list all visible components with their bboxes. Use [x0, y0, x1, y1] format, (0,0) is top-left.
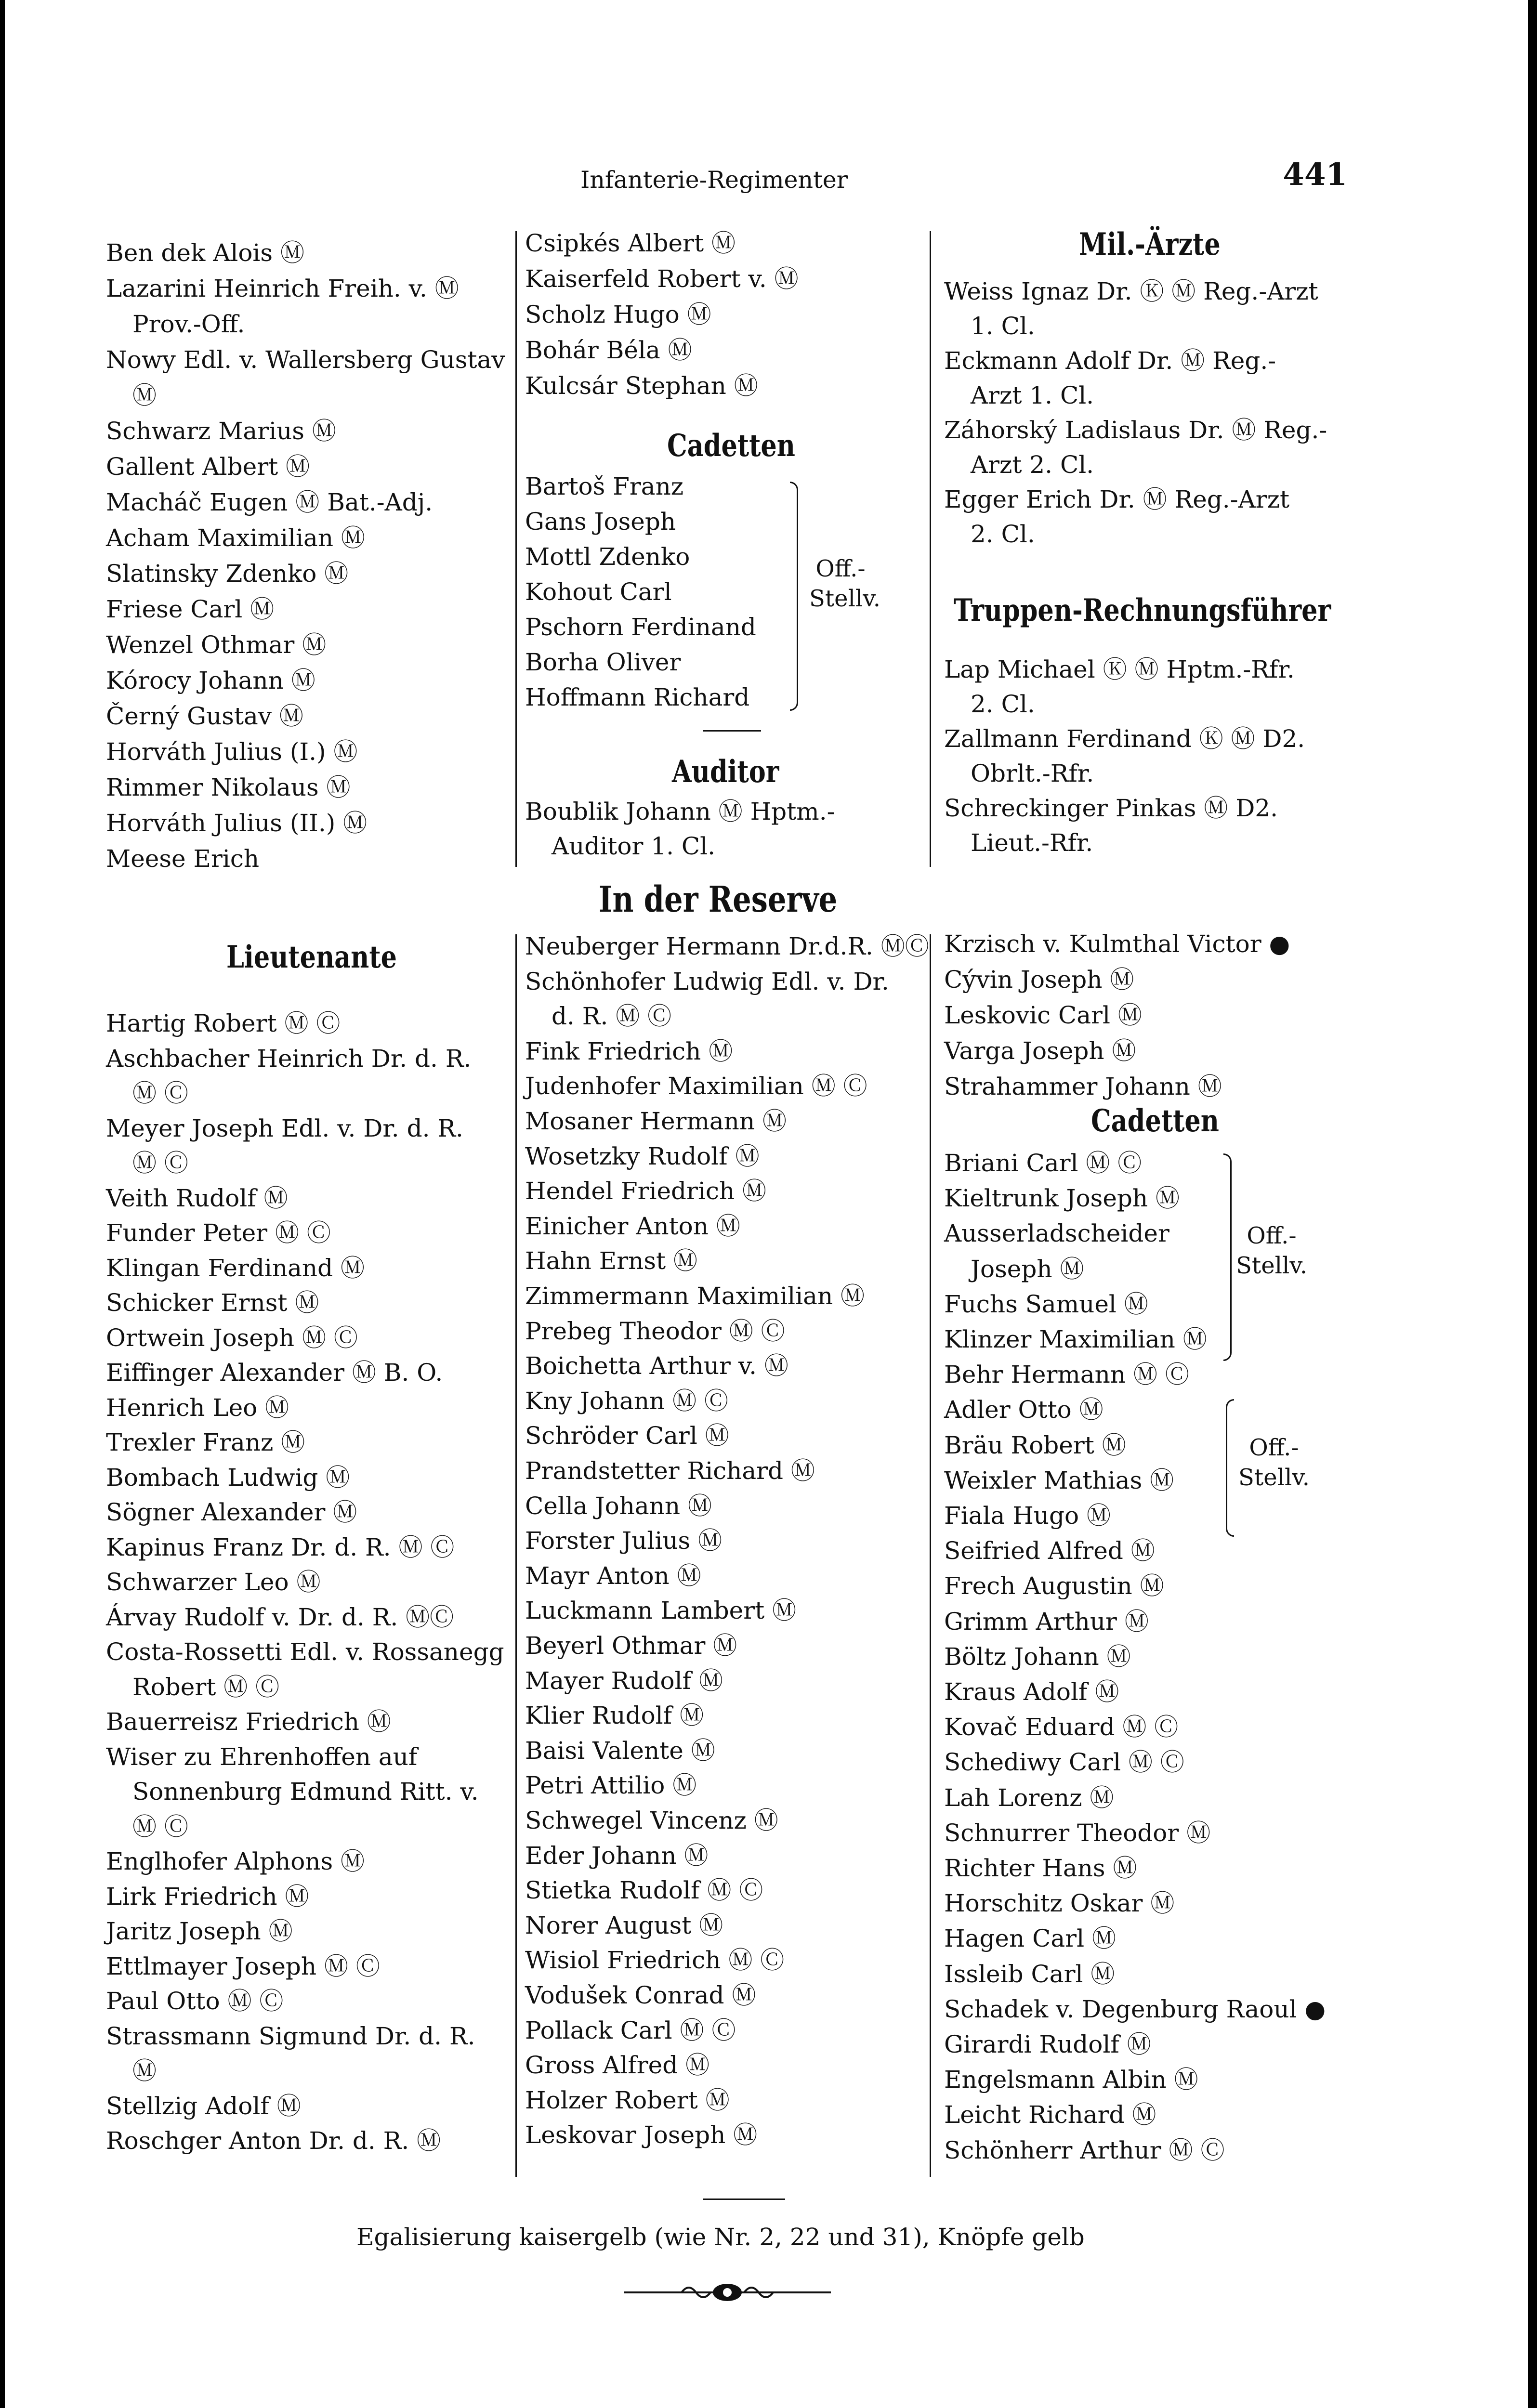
entry-line: Frech Augustin Ⓜ	[944, 1572, 1164, 1600]
entry-line: Neuberger Hermann Dr.d.R. ⓂⒸ	[525, 932, 929, 960]
entry-line: Lirk Friedrich Ⓜ	[106, 1882, 309, 1911]
accountants-heading: Truppen-Rechnungsführer	[954, 592, 1331, 628]
entry-line: Sögner Alexander Ⓜ	[106, 1498, 357, 1526]
entry-line: Schönhofer Ludwig Edl. v. Dr.	[525, 967, 889, 995]
entry-line: Briani Carl Ⓜ Ⓒ	[944, 1149, 1142, 1177]
entry-line: Ortwein Joseph Ⓜ Ⓒ	[106, 1323, 358, 1352]
doctors-heading: Mil.-Ärzte	[1079, 226, 1221, 262]
entry-line: Schwarz Marius Ⓜ	[106, 417, 336, 445]
entry-line: Mottl Zdenko	[525, 543, 690, 571]
brace-label-line: Off.-	[1249, 1434, 1299, 1461]
lieutenants-heading: Lieutenante	[226, 939, 397, 975]
entry-line: Ben dek Alois Ⓜ	[106, 239, 304, 267]
entry-line: Strassmann Sigmund Dr. d. R.	[106, 2022, 475, 2050]
cadet-brace-label	[1235, 1221, 1308, 1281]
entry-line: Judenhofer Maximilian Ⓜ Ⓒ	[525, 1072, 867, 1100]
entry-line: Cella Johann Ⓜ	[525, 1492, 712, 1520]
entry-line: Borha Oliver	[525, 648, 681, 676]
entry-line: Leskovic Carl Ⓜ	[944, 1001, 1142, 1029]
cadet-brace-2	[1226, 1399, 1234, 1537]
column-rule	[930, 231, 931, 867]
entry-line: Wenzel Othmar Ⓜ	[106, 631, 327, 659]
entry-line: Forster Julius Ⓜ	[525, 1527, 723, 1555]
brace-label-line: Stellv.	[809, 585, 880, 612]
entry-line: Boichetta Arthur v. Ⓜ	[525, 1352, 788, 1380]
entry-line: Stietka Rudolf Ⓜ Ⓒ	[525, 1876, 763, 1905]
entry-line: Krzisch v. Kulmthal Victor ●	[944, 930, 1290, 958]
entry-line: Árvay Rudolf v. Dr. d. R. ⓂⒸ	[106, 1603, 454, 1631]
cadet-brace	[790, 482, 798, 711]
entry-line: Engelsmann Albin Ⓜ	[944, 2066, 1198, 2094]
entry-line: Kieltrunk Joseph Ⓜ	[944, 1184, 1180, 1213]
entry-line: Einicher Anton Ⓜ	[525, 1212, 740, 1240]
entry-line: Ⓜ Ⓒ	[132, 1079, 188, 1107]
entry-line: Lazarini Heinrich Freih. v. Ⓜ	[106, 275, 459, 302]
entry-line: Grimm Arthur Ⓜ	[944, 1607, 1149, 1636]
entry-line: Hendel Friedrich Ⓜ	[525, 1177, 767, 1205]
entry-line: Nowy Edl. v. Wallersberg Gustav	[106, 346, 505, 374]
ornament-icon	[624, 2280, 831, 2304]
entry-line: 2. Cl.	[971, 520, 1035, 548]
entry-line: Černý Gustav Ⓜ	[106, 702, 303, 730]
running-title: Infanterie-Regimenter	[580, 166, 848, 194]
entry-line: Hahn Ernst Ⓜ	[525, 1247, 697, 1275]
entry-line: Gans Joseph	[525, 508, 676, 536]
entry-line: Schnurrer Theodor Ⓜ	[944, 1819, 1211, 1847]
entry-line: Wosetzky Rudolf Ⓜ	[525, 1142, 760, 1170]
entry-line: Jaritz Joseph Ⓜ	[106, 1917, 293, 1945]
entry-line: Gross Alfred Ⓜ	[525, 2051, 710, 2080]
cadet-brace-label	[809, 554, 880, 614]
entry-line: Kapinus Franz Dr. d. R. Ⓜ Ⓒ	[106, 1533, 455, 1561]
cadet-brace-label-2	[1238, 1433, 1310, 1492]
entry-line: Kaiserfeld Robert v. Ⓜ	[525, 265, 799, 293]
entry-line: Kohout Carl	[525, 578, 672, 606]
cadet-brace	[1223, 1153, 1232, 1361]
entry-line: Baisi Valente Ⓜ	[525, 1736, 715, 1765]
brace-label-line: Off.-	[815, 555, 866, 582]
entry-line: Seifried Alfred Ⓜ	[944, 1537, 1155, 1565]
entry-line: Wiser zu Ehrenhoffen auf	[106, 1742, 418, 1771]
brace-label-line: Stellv.	[1238, 1464, 1310, 1491]
entry-line: Veith Rudolf Ⓜ	[106, 1184, 288, 1212]
entry-line: Prandstetter Richard Ⓜ	[525, 1457, 815, 1485]
brace-label-line: Off.-	[1247, 1222, 1297, 1249]
entry-line: Bombach Ludwig Ⓜ	[106, 1463, 350, 1492]
entry-line: Schwegel Vincenz Ⓜ	[525, 1806, 778, 1834]
reserve-heading: In der Reserve	[599, 879, 838, 920]
entry-line: Henrich Leo Ⓜ	[106, 1393, 289, 1422]
entry-line: Lieut.-Rfr.	[971, 829, 1093, 857]
entry-line: Horváth Julius (I.) Ⓜ	[106, 738, 358, 766]
entry-line: Klingan Ferdinand Ⓜ	[106, 1254, 365, 1282]
entry-line: Schicker Ernst Ⓜ	[106, 1289, 319, 1317]
entry-line: Kovač Eduard Ⓜ Ⓒ	[944, 1713, 1179, 1741]
entry-line: Richter Hans Ⓜ	[944, 1854, 1137, 1882]
entry-line: Adler Otto Ⓜ	[944, 1396, 1103, 1424]
entry-line: Obrlt.-Rfr.	[971, 759, 1094, 787]
entry-line: Boublik Johann Ⓜ Hptm.-	[525, 798, 835, 825]
entry-line: Mayr Anton Ⓜ	[525, 1561, 701, 1590]
entry-line: Schadek v. Degenburg Raoul ●	[944, 1995, 1326, 2023]
entry-line: Joseph Ⓜ	[971, 1255, 1084, 1283]
entry-line: Schwarzer Leo Ⓜ	[106, 1568, 321, 1596]
entry-line: Eckmann Adolf Dr. Ⓜ Reg.-	[944, 347, 1276, 375]
entry-line: Schröder Carl Ⓜ	[525, 1422, 729, 1450]
entry-line: Vodušek Conrad Ⓜ	[525, 1981, 756, 2009]
entry-line: Weixler Mathias Ⓜ	[944, 1466, 1174, 1494]
entry-line: Ausserladscheider	[944, 1219, 1169, 1248]
entry-line: Petri Attilio Ⓜ	[525, 1771, 697, 1800]
entry-line: Slatinsky Zdenko Ⓜ	[106, 560, 349, 588]
entry-line: Mayer Rudolf Ⓜ	[525, 1666, 723, 1695]
entry-line: Leicht Richard Ⓜ	[944, 2101, 1156, 2129]
cadets-heading-2: Cadetten	[1091, 1103, 1219, 1139]
cadets-heading: Cadetten	[667, 428, 795, 464]
entry-line: Arzt 2. Cl.	[971, 451, 1094, 479]
entry-line: Issleib Carl Ⓜ	[944, 1960, 1115, 1988]
entry-line: Roschger Anton Dr. d. R. Ⓜ	[106, 2127, 441, 2155]
entry-line: Pollack Carl Ⓜ Ⓒ	[525, 2016, 736, 2044]
entry-line: Schönherr Arthur Ⓜ Ⓒ	[944, 2136, 1225, 2164]
entry-line: Costa-Rossetti Edl. v. Rossanegg	[106, 1638, 504, 1666]
entry-line: Zallmann Ferdinand Ⓚ Ⓜ D2.	[944, 725, 1305, 753]
entry-line: Horváth Julius (II.) Ⓜ	[106, 809, 368, 837]
entry-line: Scholz Hugo Ⓜ	[525, 301, 711, 328]
page-number: 441	[1283, 157, 1347, 193]
entry-line: Bauerreisz Friedrich Ⓜ	[106, 1708, 391, 1736]
column-rule	[930, 934, 931, 2177]
entry-line: Varga Joseph Ⓜ	[944, 1037, 1136, 1065]
entry-line: Kórocy Johann Ⓜ	[106, 667, 315, 694]
entry-line: Mosaner Hermann Ⓜ	[525, 1107, 787, 1135]
entry-line: Ⓜ Ⓒ	[132, 1812, 188, 1841]
entry-line: Meese Erich	[106, 845, 260, 873]
entry-line: Auditor 1. Cl.	[552, 832, 716, 860]
entry-line: Pschorn Ferdinand	[525, 613, 756, 641]
entry-line: Beyerl Othmar Ⓜ	[525, 1632, 737, 1660]
column-rule	[515, 934, 517, 2177]
entry-line: Girardi Rudolf Ⓜ	[944, 2030, 1151, 2058]
entry-line: Zimmermann Maximilian Ⓜ	[525, 1282, 865, 1310]
entry-line: Gallent Albert Ⓜ	[106, 453, 310, 481]
entry-line: Funder Peter Ⓜ Ⓒ	[106, 1219, 331, 1247]
entry-line: Strahammer Johann Ⓜ	[944, 1073, 1222, 1100]
entry-line: Paul Otto Ⓜ Ⓒ	[106, 1987, 284, 2015]
entry-line: Bohár Béla Ⓜ	[525, 336, 692, 364]
entry-line: Wisiol Friedrich Ⓜ Ⓒ	[525, 1946, 785, 1975]
entry-line: Egger Erich Dr. Ⓜ Reg.-Arzt	[944, 485, 1290, 513]
entry-line: Aschbacher Heinrich Dr. d. R.	[106, 1044, 472, 1073]
entry-line: Prebeg Theodor Ⓜ Ⓒ	[525, 1317, 785, 1345]
entry-line: Fiala Hugo Ⓜ	[944, 1502, 1111, 1530]
entry-line: Kny Johann Ⓜ Ⓒ	[525, 1387, 729, 1415]
entry-line: Norer August Ⓜ	[525, 1911, 723, 1939]
entry-line: Cývin Joseph Ⓜ	[944, 966, 1134, 994]
entry-line: Schreckinger Pinkas Ⓜ D2.	[944, 794, 1278, 822]
entry-line: Csipkés Albert Ⓜ	[525, 229, 736, 257]
facing-note: Egalisierung kaisergelb (wie Nr. 2, 22 und 31), Knöpfe gelb	[356, 2223, 1085, 2251]
entry-line: Leskovar Joseph Ⓜ	[525, 2121, 758, 2149]
section-rule	[703, 730, 761, 732]
entry-line: Luckmann Lambert Ⓜ	[525, 1597, 797, 1625]
entry-line: Lap Michael Ⓚ Ⓜ Hptm.-Rfr.	[944, 655, 1295, 683]
entry-line: Ⓜ Ⓒ	[132, 1149, 188, 1177]
entry-line: Robert Ⓜ Ⓒ	[132, 1673, 280, 1701]
entry-line: Lah Lorenz Ⓜ	[944, 1783, 1114, 1812]
entry-line: Stellzig Adolf Ⓜ	[106, 2092, 301, 2120]
entry-line: Trexler Franz Ⓜ	[106, 1428, 305, 1456]
entry-line: Záhorský Ladislaus Dr. Ⓜ Reg.-	[944, 416, 1327, 444]
entry-line: Ettlmayer Joseph Ⓜ Ⓒ	[106, 1952, 380, 1980]
entry-line: d. R. Ⓜ Ⓒ	[552, 1002, 672, 1031]
entry-line: Hartig Robert Ⓜ Ⓒ	[106, 1009, 341, 1037]
entry-line: Klinzer Maximilian Ⓜ	[944, 1325, 1207, 1353]
entry-line: Fink Friedrich Ⓜ	[525, 1037, 733, 1065]
entry-line: Eiffinger Alexander Ⓜ B. O.	[106, 1359, 443, 1387]
entry-line: Klier Rudolf Ⓜ	[525, 1701, 704, 1730]
book-page	[5, 0, 1528, 2408]
entry-line: Ⓜ	[132, 381, 157, 409]
entry-line: Ⓜ	[132, 2057, 157, 2085]
entry-line: Sonnenburg Edmund Ritt. v.	[132, 1778, 479, 1806]
entry-line: Hagen Carl Ⓜ	[944, 1924, 1116, 1953]
entry-line: Bräu Robert Ⓜ	[944, 1431, 1126, 1459]
entry-line: Macháč Eugen Ⓜ Bat.-Adj.	[106, 488, 433, 516]
brace-label-line: Stellv.	[1236, 1252, 1307, 1279]
entry-line: Friese Carl Ⓜ	[106, 595, 275, 623]
entry-line: Weiss Ignaz Dr. Ⓚ Ⓜ Reg.-Arzt	[944, 277, 1318, 305]
entry-line: Schediwy Carl Ⓜ Ⓒ	[944, 1748, 1184, 1777]
entry-line: Behr Hermann Ⓜ Ⓒ	[944, 1361, 1189, 1389]
entry-line: Holzer Robert Ⓜ	[525, 2086, 730, 2114]
entry-line: Acham Maximilian Ⓜ	[106, 524, 365, 552]
footer-rule	[703, 2199, 785, 2200]
entry-line: Böltz Johann Ⓜ	[944, 1642, 1131, 1671]
entry-line: Kulcsár Stephan Ⓜ	[525, 372, 758, 400]
entry-line: Arzt 1. Cl.	[971, 381, 1094, 409]
entry-line: Meyer Joseph Edl. v. Dr. d. R.	[106, 1114, 463, 1142]
entry-line: Kraus Adolf Ⓜ	[944, 1678, 1119, 1706]
auditor-heading: Auditor	[672, 754, 779, 790]
entry-line: Eder Johann Ⓜ	[525, 1841, 709, 1870]
column-rule	[515, 231, 517, 867]
entry-line: 2. Cl.	[971, 690, 1035, 718]
entry-line: Prov.-Off.	[132, 310, 245, 338]
entry-line: Fuchs Samuel Ⓜ	[944, 1290, 1148, 1318]
entry-line: Rimmer Nikolaus Ⓜ	[106, 773, 351, 801]
entry-line: Horschitz Oskar Ⓜ	[944, 1889, 1175, 1918]
entry-line: Bartoš Franz	[525, 472, 684, 500]
entry-line: Hoffmann Richard	[525, 683, 750, 711]
entry-line: 1. Cl.	[971, 312, 1035, 340]
entry-line: Englhofer Alphons Ⓜ	[106, 1847, 365, 1875]
